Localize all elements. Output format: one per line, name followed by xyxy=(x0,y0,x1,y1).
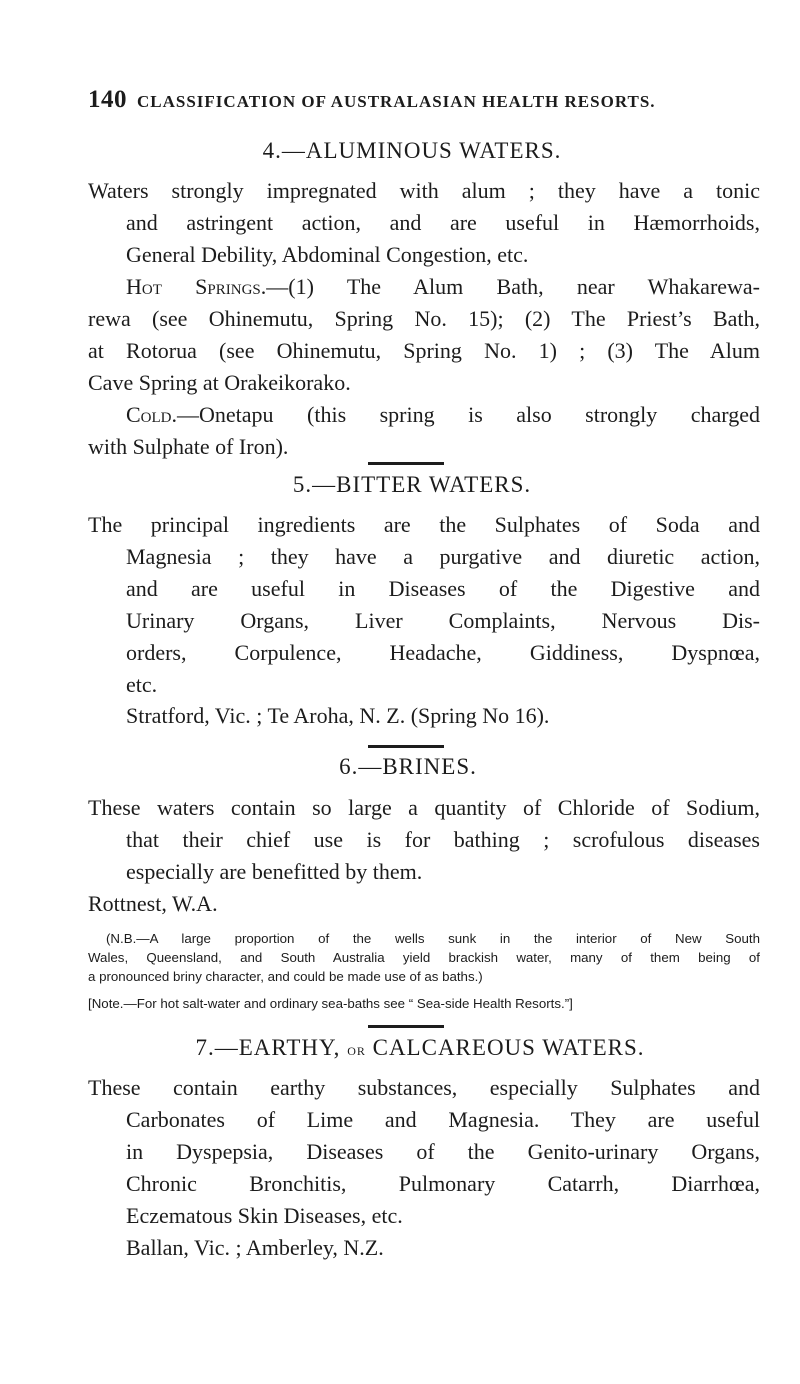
text-line: in Dyspepsia, Diseases of the Genito-urinary Organs, xyxy=(126,1139,760,1164)
section-divider xyxy=(368,745,444,748)
page-number: 140 xyxy=(88,86,127,113)
earthy-description xyxy=(88,1072,760,1232)
heading-part: or xyxy=(347,1040,366,1059)
text-line: at Rotorua (see Ohinemutu, Spring No. 1) ; (3) The Alum xyxy=(88,338,760,363)
text-line: These waters contain so large a quantity of Chloride of Sodium, xyxy=(88,795,760,820)
text-line: (N.B.—A large proportion of the wells sunk in the interior of New South xyxy=(106,931,760,946)
text-line: The principal ingredients are the Sulphates of Soda and xyxy=(88,512,760,537)
brines-note xyxy=(88,994,760,1013)
aluminous-description xyxy=(88,175,760,271)
text-line: orders, Corpulence, Headache, Giddiness, Dyspnœa, xyxy=(126,640,760,665)
text-line: [Note.—For hot salt-water and ordinary sea-baths see “ Sea-side Health Resorts.”] xyxy=(88,996,573,1011)
text-line: —Onetapu (this spring is also strongly charged xyxy=(177,402,760,427)
text-line: —(1) The Alum Bath, near Whakarewa- xyxy=(266,274,761,299)
text-line: Waters strongly impregnated with alum ; they have a tonic xyxy=(88,178,760,203)
aluminous-cold xyxy=(88,399,760,463)
text-line: General Debility, Abdominal Congestion, etc. xyxy=(126,242,529,267)
text-line: Eczematous Skin Diseases, etc. xyxy=(126,1203,403,1228)
text-line: etc. xyxy=(126,672,158,697)
heading-part: CALCAREOUS WATERS. xyxy=(372,1035,645,1060)
section-divider xyxy=(368,1025,444,1028)
brines-description xyxy=(88,792,760,888)
text-line: that their chief use is for bathing ; scrofulous diseases xyxy=(126,827,760,852)
running-title: CLASSIFICATION OF AUSTRALASIAN HEALTH RESORTS. xyxy=(137,92,656,111)
text-line: Wales, Queensland, and South Australia yield brackish water, many of them being of xyxy=(88,950,760,965)
text-line: rewa (see Ohinemutu, Spring No. 15); (2) The Priest’s Bath, xyxy=(88,306,760,331)
hot-springs-label: Hot Springs. xyxy=(126,274,267,299)
aluminous-hot-springs xyxy=(88,271,760,399)
text-line: and astringent action, and are useful in Hæmorrhoids, xyxy=(126,210,760,235)
brines-places: Rottnest, W.A. xyxy=(88,891,218,916)
text-line: Urinary Organs, Liver Complaints, Nervous Dis- xyxy=(126,608,760,633)
text-line: especially are benefitted by them. xyxy=(126,859,423,884)
text-line xyxy=(88,271,760,303)
text-line: Carbonates of Lime and Magnesia. They are useful xyxy=(126,1107,760,1132)
text-line: Magnesia ; they have a purgative and diuretic action, xyxy=(126,544,760,569)
text-line: Chronic Bronchitis, Pulmonary Catarrh, Diarrhœa, xyxy=(126,1171,760,1196)
text-line: a pronounced briny character, and could be made use of as baths.) xyxy=(88,969,483,984)
heading-earthy-waters xyxy=(0,1035,800,1061)
text-line: and are useful in Diseases of the Digestive and xyxy=(126,576,760,601)
text-line: These contain earthy substances, especially Sulphates and xyxy=(88,1075,760,1100)
section-divider xyxy=(368,462,444,465)
heading-brines: 6.—BRINES. xyxy=(339,754,477,779)
running-header xyxy=(88,86,728,114)
heading-part: 7.—EARTHY, xyxy=(195,1035,341,1060)
brines-nb-note xyxy=(88,929,760,986)
text-line xyxy=(88,399,760,431)
text-line: with Sulphate of Iron). xyxy=(88,434,289,459)
bitter-places: Stratford, Vic. ; Te Aroha, N. Z. (Spring No 16). xyxy=(126,703,550,728)
cold-label: Cold. xyxy=(126,402,178,427)
heading-aluminous-waters: 4.—ALUMINOUS WATERS. xyxy=(262,138,562,163)
bitter-description xyxy=(88,509,760,701)
text-line: Cave Spring at Orakeikorako. xyxy=(88,370,351,395)
heading-bitter-waters: 5.—BITTER WATERS. xyxy=(292,472,532,497)
earthy-places: Ballan, Vic. ; Amberley, N.Z. xyxy=(126,1235,384,1260)
